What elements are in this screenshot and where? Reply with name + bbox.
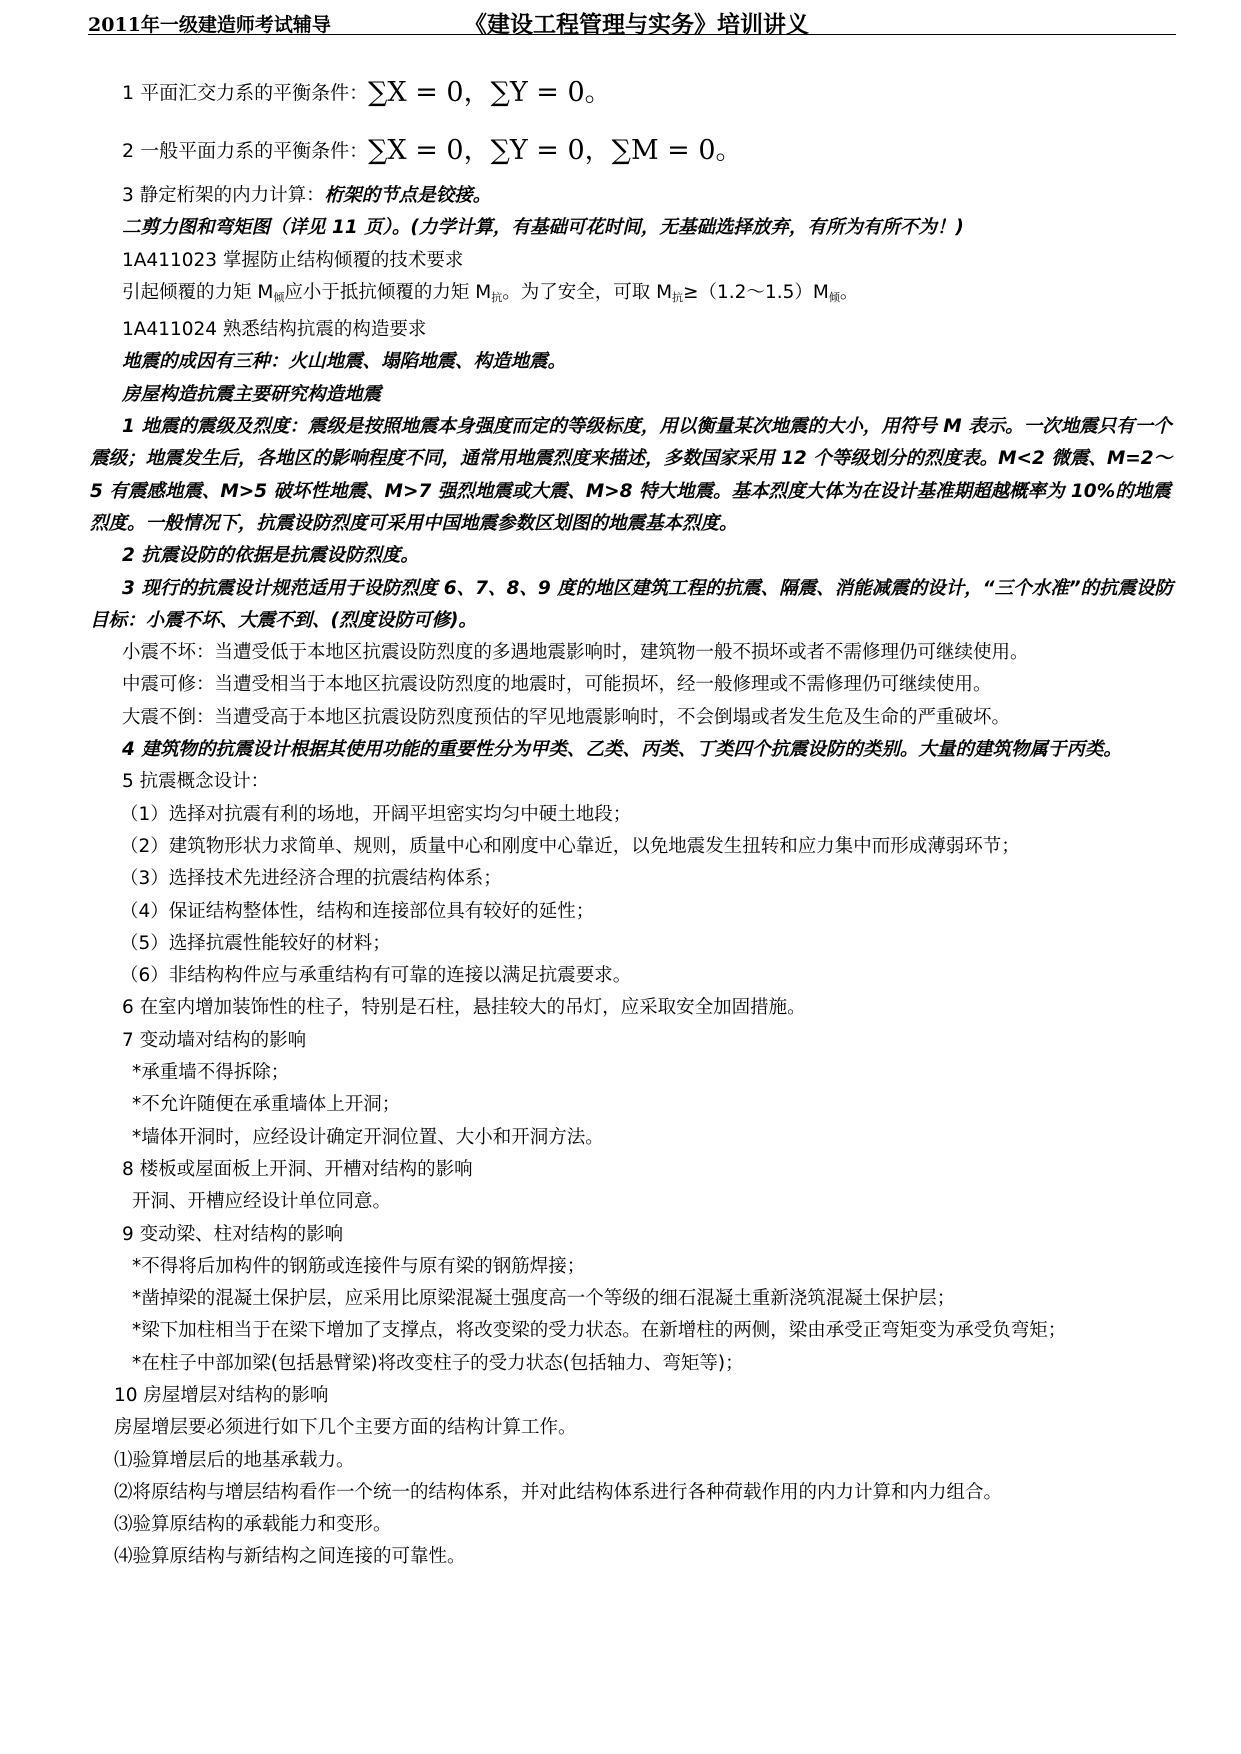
paragraph-magnitude: 1 地震的震级及烈度：震级是按照地震本身强度而定的等级标度，用以衡量某次地震的大小，用符号 M 表示。一次地震只有一个震级；地震发生后，各地区的影响程度不同，通常用地震烈度来描述，多数国家采用 12 个等级划分的烈度表。M<2 微震、M=2～5 有震感地震、M>5 破坏性地震、M>7 强烈地震或大震、M>8 特大地震。基本烈度大体为在设计基准期超越概率为 10%的地震烈度。一般情况下，抗震设防烈度可采用中国地震参数区划图的地震基本烈度。 [90,416,1173,534]
list-item-2: （2）建筑物形状力求简单、规则，质量中心和刚度中心靠近，以免地震发生扭转和应力集中而形成薄弱环节； [120,835,1020,857]
paragraph-4: 二剪力图和弯矩图（详见 11 页）。(力学计算，有基础可花时间，无基础选择放弃，有所为有所不为！) [122,217,964,239]
bullet-7-1: *承重墙不得拆除； [132,1062,290,1084]
paragraph-minor-quake: 小震不坏：当遭受低于本地区抗震设防烈度的多遇地震影响时，建筑物一般不损坏或者不需修理仍可继续使用。 [122,642,1029,664]
header-center-title: 《建设工程管理与实务》培训讲义 [464,11,809,38]
check-item-2: ⑵将原结构与增层结构看作一个统一的结构体系，并对此结构体系进行各种荷载作用的内力计算和内力组合。 [114,1481,1003,1503]
check-item-4: ⑷验算原结构与新结构之间连接的可靠性。 [114,1546,466,1568]
bullet-7-2: *不允许随便在承重墙体上开洞； [132,1094,401,1116]
list-item-3: （3）选择技术先进经济合理的抗震结构体系； [120,868,502,890]
paragraph-2: 2 一般平面力系的平衡条件：∑X = 0，∑Y = 0，∑M = 0。 [122,135,743,166]
bullet-9-2: *凿掉梁的混凝土保护层，应采用比原梁混凝土强度高一个等级的细石混凝土重新浇筑混凝土保护层； [132,1288,956,1310]
list-item-1: （1）选择对抗震有利的场地，开阔平坦密实均匀中硬土地段； [120,803,632,825]
bullet-9-1: *不得将后加构件的钢筋或连接件与原有梁的钢筋焊接； [132,1255,586,1277]
bullet-9-3: *梁下加柱相当于在梁下增加了支撑点，将改变梁的受力状态。在新增柱的两侧，梁由承受正弯矩变为承受负弯矩； [132,1320,1067,1342]
paragraph-tectonic: 房屋构造抗震主要研究构造地震 [122,383,382,405]
paragraph-10: 10 房屋增层对结构的影响 [114,1384,329,1406]
paragraph-6: 6 在室内增加装饰性的柱子，特别是石柱，悬挂较大的吊灯，应采取安全加固措施。 [122,997,806,1019]
formula-1: ∑X = 0，∑Y = 0。 [368,77,612,108]
paragraph-concept-design: 5 抗震概念设计： [122,771,270,793]
paragraph-3: 3 静定桁架的内力计算：桁架的节点是铰接。 [122,185,492,206]
section-1A411024: 1A411024 熟悉结构抗震的构造要求 [122,319,427,341]
list-item-6: （6）非结构构件应与承重结构有可靠的连接以满足抗震要求。 [120,965,632,987]
bullet-7-3: *墙体开洞时，应经设计确定开洞位置、大小和开洞方法。 [132,1126,604,1148]
formula-2: ∑X = 0，∑Y = 0，∑M = 0。 [368,135,743,166]
section-1A411023: 1A411023 掌握防止结构倾覆的技术要求 [122,249,464,271]
paragraph-9: 9 变动梁、柱对结构的影响 [122,1223,344,1245]
document-body [90,72,1180,1574]
paragraph-8-detail: 开洞、开槽应经设计单位同意。 [132,1191,392,1213]
paragraph-categories: 4 建筑物的抗震设计根据其使用功能的重要性分为甲类、乙类、丙类、丁类四个抗震设防的类别。大量的建筑物属于丙类。 [122,739,1122,761]
header-rule [88,34,1176,35]
header-left-title: 2011年一级建造师考试辅导 [88,14,331,36]
paragraph-moderate-quake: 中震可修：当遭受相当于本地区抗震设防烈度的地震时，可能损坏，经一般修理或不需修理仍可继续使用。 [122,674,992,696]
paragraph-earthquake-causes: 地震的成因有三种：火山地震、塌陷地震、构造地震。 [122,351,567,373]
paragraph-7: 7 变动墙对结构的影响 [122,1029,307,1051]
bullet-9-4: *在柱子中部加梁(包括悬臂梁)将改变柱子的受力状态(包括轴力、弯矩等)； [132,1352,744,1374]
list-item-5: （5）选择抗震性能较好的材料； [120,932,391,954]
paragraph-1: 1 平面汇交力系的平衡条件：∑X = 0，∑Y = 0。 [122,77,612,108]
check-item-1: ⑴验算增层后的地基承载力。 [114,1449,355,1471]
paragraph-three-levels: 3 现行的抗震设计规范适用于设防烈度 6、7、8、9 度的地区建筑工程的抗震、隔震、消能减震的设计，“三个水准”的抗震设防目标：小震不坏、大震不到、(烈度设防可修)。 [90,577,1174,631]
paragraph-fortification-basis: 2 抗震设防的依据是抗震设防烈度。 [122,545,419,567]
paragraph-overturn: 引起倾覆的力矩 $M_倾$应小于抵抗倾覆的力矩 $M_抗$。为了安全，可取 $M_抗\ge(1.2\sim 1.5)M_倾$。 [122,281,859,304]
page-header [88,6,1176,36]
paragraph-major-quake: 大震不倒：当遭受高于本地区抗震设防烈度预估的罕见地震影响时，不会倒塌或者发生危及生命的严重破坏。 [122,706,1011,728]
paragraph-10-intro: 房屋增层要必须进行如下几个主要方面的结构计算工作。 [114,1417,577,1439]
check-item-3: ⑶验算原结构的承载能力和变形。 [114,1514,392,1536]
paragraph-8: 8 楼板或屋面板上开洞、开槽对结构的影响 [122,1158,473,1180]
list-item-4: （4）保证结构整体性，结构和连接部位具有较好的延性； [120,900,595,922]
